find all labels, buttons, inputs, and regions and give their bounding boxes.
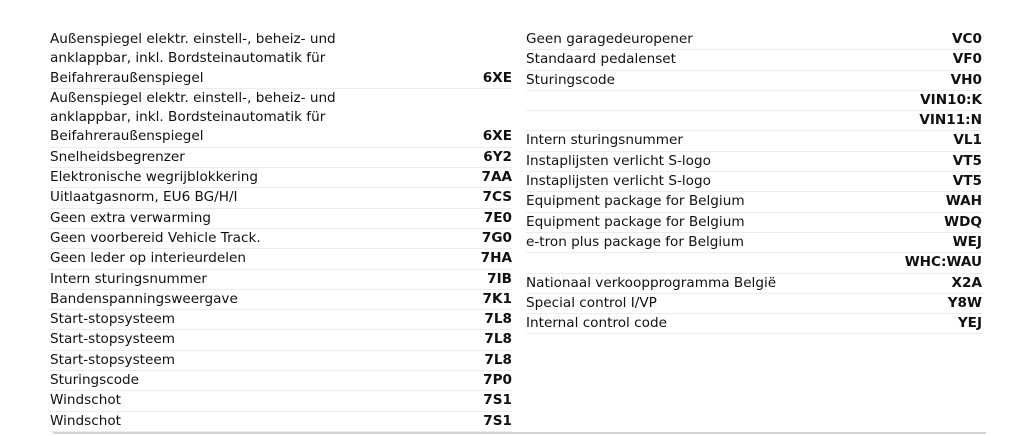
item-description: e-tron plus package for Belgium — [526, 233, 745, 250]
list-item — [50, 89, 512, 148]
item-code: X2A — [951, 274, 982, 291]
item-code: 7S1 — [483, 392, 512, 409]
list-item — [526, 172, 982, 192]
list-item — [526, 152, 982, 172]
list-item — [50, 148, 512, 168]
item-description: Intern sturingsnummer — [526, 132, 683, 149]
item-code: VT5 — [952, 152, 982, 169]
item-description: Snelheidsbegrenzer — [50, 148, 185, 165]
item-code: VL1 — [953, 132, 982, 149]
list-item — [50, 209, 512, 229]
item-description: Geen leder op interieurdelen — [50, 250, 247, 267]
item-code: 7L8 — [484, 351, 512, 368]
list-item — [526, 111, 982, 131]
item-description: Uitlaatgasnorm, EU6 BG/H/I — [50, 189, 238, 206]
item-code: 6XE — [482, 128, 512, 145]
list-item — [526, 192, 982, 212]
item-code: 7G0 — [481, 229, 512, 246]
item-description: Equipment package for Belgium — [526, 213, 745, 230]
list-item — [50, 30, 512, 89]
item-description: Bandenspanningsweergave — [50, 290, 238, 307]
list-item — [50, 168, 512, 188]
item-description: Intern sturingsnummer — [50, 270, 207, 287]
item-code: 7P0 — [483, 372, 512, 389]
item-description: Sturingscode — [50, 372, 140, 389]
item-description: Start-stopsysteem — [50, 351, 175, 368]
item-code: VT5 — [952, 173, 982, 190]
item-description: Geen extra verwarming — [50, 209, 211, 226]
item-code: 7K1 — [482, 290, 512, 307]
item-code: YEJ — [957, 315, 982, 332]
list-item — [526, 91, 982, 111]
list-item — [526, 30, 982, 50]
list-item — [50, 330, 512, 350]
item-code: WHC:WAU — [904, 254, 982, 271]
item-description: Nationaal verkoopprogramma België — [526, 274, 777, 291]
list-item — [526, 131, 982, 151]
item-description: Instaplijsten verlicht S-logo — [526, 152, 711, 169]
list-item — [526, 233, 982, 253]
item-description: Außenspiegel elektr. einstell-, beheiz- und anklappbar, inkl. Bordsteinautomatik für Beifahreraußenspiegel — [50, 89, 336, 145]
list-item — [526, 274, 982, 294]
item-code: 7E0 — [483, 209, 512, 226]
list-item — [50, 310, 512, 330]
item-code: VC0 — [952, 31, 982, 47]
list-item — [50, 188, 512, 208]
equipment-list-right — [526, 30, 982, 334]
item-code: 6XE — [482, 69, 512, 86]
item-code: VIN11:N — [919, 112, 982, 129]
list-item — [50, 412, 512, 432]
item-description: Start-stopsysteem — [50, 311, 175, 328]
item-code: 7AA — [481, 169, 512, 186]
item-code: 7S1 — [483, 412, 512, 429]
item-code: VH0 — [950, 71, 982, 88]
equipment-list-left — [50, 30, 512, 432]
item-description: Elektronische wegrijblokkering — [50, 169, 258, 186]
item-code: 7L8 — [484, 331, 512, 348]
item-code: 7IB — [487, 270, 512, 287]
item-description: Windschot — [50, 392, 121, 409]
item-code: WAH — [945, 193, 982, 210]
list-item — [50, 229, 512, 249]
list-item — [50, 351, 512, 371]
list-item — [50, 371, 512, 391]
bottom-divider — [53, 432, 986, 434]
item-code: Y8W — [947, 294, 982, 311]
item-description: Standaard pedalenset — [526, 51, 676, 68]
item-description: Geen garagedeuropener — [526, 31, 693, 47]
list-item — [526, 213, 982, 233]
list-item — [526, 71, 982, 91]
item-description: Außenspiegel elektr. einstell-, beheiz- und anklappbar, inkl. Bordsteinautomatik für Beifahreraußenspiegel — [50, 31, 336, 86]
list-item — [50, 249, 512, 269]
item-code: VF0 — [952, 51, 982, 68]
item-description: Start-stopsysteem — [50, 331, 175, 348]
item-code: 7CS — [482, 189, 512, 206]
list-item — [526, 294, 982, 314]
list-item — [50, 270, 512, 290]
item-code: 7HA — [480, 250, 512, 267]
item-code: WDQ — [944, 213, 982, 230]
item-code: VIN10:K — [920, 91, 982, 108]
list-item — [50, 391, 512, 411]
list-item — [50, 290, 512, 310]
item-description: Internal control code — [526, 315, 667, 332]
item-description: Geen voorbereid Vehicle Track. — [50, 229, 261, 246]
item-description: Instaplijsten verlicht S-logo — [526, 173, 711, 190]
list-item — [526, 50, 982, 70]
item-code: 6Y2 — [483, 148, 512, 165]
list-item — [526, 314, 982, 334]
item-description: Equipment package for Belgium — [526, 193, 745, 210]
item-description: Windschot — [50, 412, 121, 429]
item-code: 7L8 — [484, 311, 512, 328]
item-description: Sturingscode — [526, 71, 616, 88]
list-item — [526, 253, 982, 273]
item-description: Special control I/VP — [526, 294, 657, 311]
item-code: WEJ — [952, 233, 982, 250]
